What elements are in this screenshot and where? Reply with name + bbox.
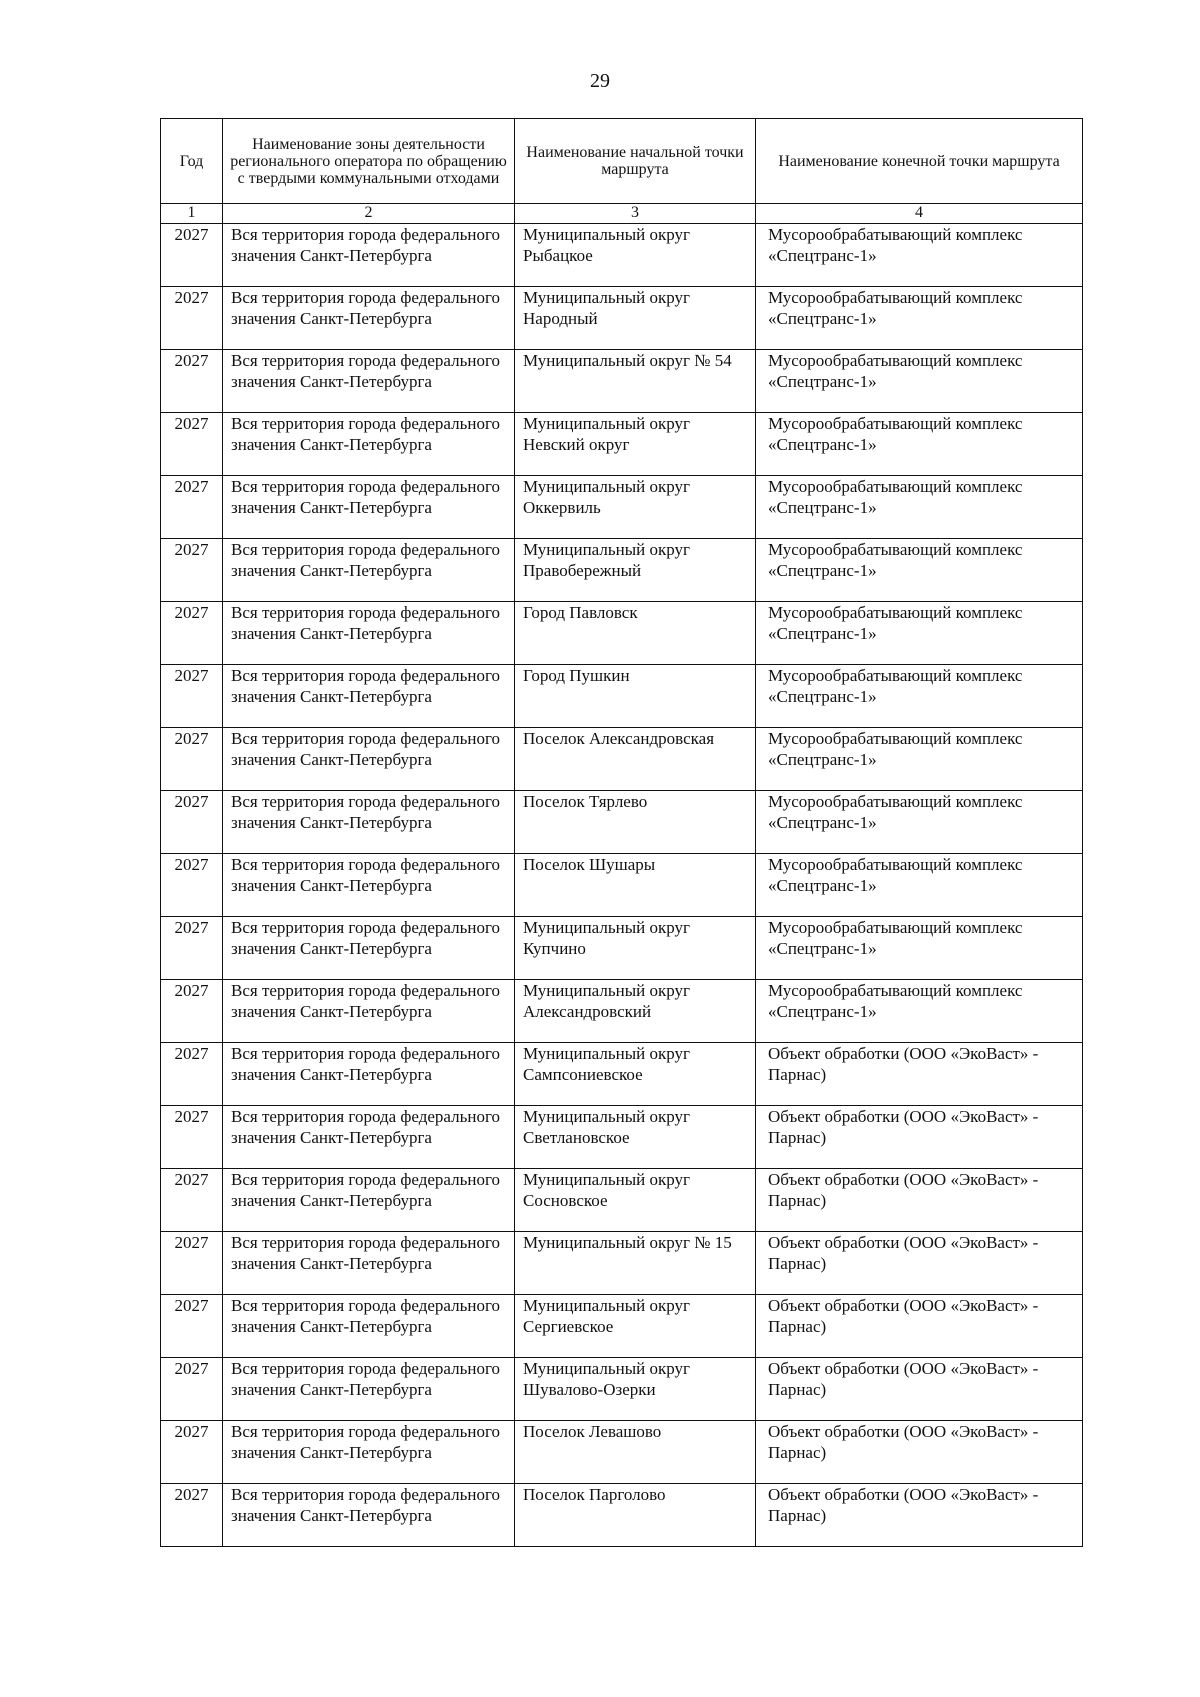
cell-zone: Вся территория города федерального значения Санкт-Петербурга xyxy=(223,287,515,350)
table-row xyxy=(161,1484,1083,1547)
table-row xyxy=(161,854,1083,917)
cell-year: 2027 xyxy=(161,791,223,854)
cell-year: 2027 xyxy=(161,1421,223,1484)
table-row xyxy=(161,287,1083,350)
table-row xyxy=(161,1106,1083,1169)
routes-table xyxy=(160,118,1083,1547)
cell-end-point: Мусорообрабатывающий комплекс «Спецтранс-1» xyxy=(756,665,1083,728)
cell-start-point: Поселок Шушары xyxy=(515,854,756,917)
cell-zone: Вся территория города федерального значения Санкт-Петербурга xyxy=(223,1295,515,1358)
column-number: 2 xyxy=(223,204,515,224)
table-body xyxy=(161,224,1083,1547)
cell-year: 2027 xyxy=(161,287,223,350)
cell-end-point: Мусорообрабатывающий комплекс «Спецтранс-1» xyxy=(756,539,1083,602)
table-row xyxy=(161,476,1083,539)
cell-end-point: Мусорообрабатывающий комплекс «Спецтранс-1» xyxy=(756,917,1083,980)
table-row xyxy=(161,728,1083,791)
cell-start-point: Город Пушкин xyxy=(515,665,756,728)
cell-end-point: Объект обработки (ООО «ЭкоВаст» - Парнас) xyxy=(756,1484,1083,1547)
cell-year: 2027 xyxy=(161,1358,223,1421)
cell-start-point: Муниципальный округ Сосновское xyxy=(515,1169,756,1232)
cell-zone: Вся территория города федерального значения Санкт-Петербурга xyxy=(223,791,515,854)
cell-year: 2027 xyxy=(161,602,223,665)
cell-zone: Вся территория города федерального значения Санкт-Петербурга xyxy=(223,602,515,665)
cell-start-point: Муниципальный округ Рыбацкое xyxy=(515,224,756,287)
cell-end-point: Объект обработки (ООО «ЭкоВаст» - Парнас) xyxy=(756,1232,1083,1295)
cell-end-point: Мусорообрабатывающий комплекс «Спецтранс-1» xyxy=(756,476,1083,539)
cell-year: 2027 xyxy=(161,728,223,791)
cell-year: 2027 xyxy=(161,1484,223,1547)
cell-zone: Вся территория города федерального значения Санкт-Петербурга xyxy=(223,980,515,1043)
cell-zone: Вся территория города федерального значения Санкт-Петербурга xyxy=(223,413,515,476)
cell-start-point: Поселок Парголово xyxy=(515,1484,756,1547)
cell-end-point: Мусорообрабатывающий комплекс «Спецтранс-1» xyxy=(756,224,1083,287)
cell-year: 2027 xyxy=(161,917,223,980)
cell-year: 2027 xyxy=(161,854,223,917)
cell-year: 2027 xyxy=(161,1106,223,1169)
cell-zone: Вся территория города федерального значения Санкт-Петербурга xyxy=(223,1169,515,1232)
cell-end-point: Мусорообрабатывающий комплекс «Спецтранс-1» xyxy=(756,791,1083,854)
column-number: 3 xyxy=(515,204,756,224)
cell-zone: Вся территория города федерального значения Санкт-Петербурга xyxy=(223,1358,515,1421)
table-row xyxy=(161,1169,1083,1232)
table-row xyxy=(161,350,1083,413)
header-row xyxy=(161,119,1083,204)
cell-start-point: Муниципальный округ Купчино xyxy=(515,917,756,980)
cell-year: 2027 xyxy=(161,539,223,602)
cell-start-point: Поселок Левашово xyxy=(515,1421,756,1484)
table-row xyxy=(161,980,1083,1043)
cell-start-point: Муниципальный округ № 54 xyxy=(515,350,756,413)
cell-start-point: Муниципальный округ № 15 xyxy=(515,1232,756,1295)
cell-zone: Вся территория города федерального значения Санкт-Петербурга xyxy=(223,917,515,980)
table-row xyxy=(161,224,1083,287)
cell-start-point: Муниципальный округ Оккервиль xyxy=(515,476,756,539)
cell-end-point: Мусорообрабатывающий комплекс «Спецтранс-1» xyxy=(756,350,1083,413)
cell-zone: Вся территория города федерального значения Санкт-Петербурга xyxy=(223,1232,515,1295)
cell-start-point: Муниципальный округ Правобережный xyxy=(515,539,756,602)
cell-end-point: Мусорообрабатывающий комплекс «Спецтранс-1» xyxy=(756,854,1083,917)
cell-year: 2027 xyxy=(161,1043,223,1106)
cell-start-point: Муниципальный округ Светлановское xyxy=(515,1106,756,1169)
cell-zone: Вся территория города федерального значения Санкт-Петербурга xyxy=(223,1484,515,1547)
header-start-point: Наименование начальной точки маршрута xyxy=(515,119,756,204)
table-row xyxy=(161,1358,1083,1421)
cell-zone: Вся территория города федерального значения Санкт-Петербурга xyxy=(223,476,515,539)
cell-end-point: Мусорообрабатывающий комплекс «Спецтранс-1» xyxy=(756,287,1083,350)
cell-year: 2027 xyxy=(161,1295,223,1358)
table-row xyxy=(161,1421,1083,1484)
cell-end-point: Мусорообрабатывающий комплекс «Спецтранс-1» xyxy=(756,602,1083,665)
cell-start-point: Муниципальный округ Шувалово-Озерки xyxy=(515,1358,756,1421)
cell-zone: Вся территория города федерального значения Санкт-Петербурга xyxy=(223,728,515,791)
column-number: 4 xyxy=(756,204,1083,224)
cell-end-point: Объект обработки (ООО «ЭкоВаст» - Парнас) xyxy=(756,1295,1083,1358)
cell-end-point: Объект обработки (ООО «ЭкоВаст» - Парнас) xyxy=(756,1106,1083,1169)
cell-zone: Вся территория города федерального значения Санкт-Петербурга xyxy=(223,665,515,728)
table-row xyxy=(161,1232,1083,1295)
cell-year: 2027 xyxy=(161,476,223,539)
cell-start-point: Муниципальный округ Александровский xyxy=(515,980,756,1043)
cell-end-point: Объект обработки (ООО «ЭкоВаст» - Парнас) xyxy=(756,1169,1083,1232)
table-row xyxy=(161,413,1083,476)
cell-end-point: Объект обработки (ООО «ЭкоВаст» - Парнас) xyxy=(756,1421,1083,1484)
cell-start-point: Муниципальный округ Сергиевское xyxy=(515,1295,756,1358)
cell-year: 2027 xyxy=(161,665,223,728)
cell-end-point: Мусорообрабатывающий комплекс «Спецтранс-1» xyxy=(756,980,1083,1043)
cell-year: 2027 xyxy=(161,413,223,476)
header-year: Год xyxy=(161,119,223,204)
cell-start-point: Город Павловск xyxy=(515,602,756,665)
cell-end-point: Мусорообрабатывающий комплекс «Спецтранс-1» xyxy=(756,728,1083,791)
header-zone: Наименование зоны деятельности регионального оператора по обращению с твердыми коммунальными отходами xyxy=(223,119,515,204)
table-row xyxy=(161,791,1083,854)
cell-start-point: Поселок Александровская xyxy=(515,728,756,791)
table-row xyxy=(161,539,1083,602)
cell-zone: Вся территория города федерального значения Санкт-Петербурга xyxy=(223,854,515,917)
cell-year: 2027 xyxy=(161,1169,223,1232)
cell-start-point: Муниципальный округ Сампсониевское xyxy=(515,1043,756,1106)
cell-zone: Вся территория города федерального значения Санкт-Петербурга xyxy=(223,350,515,413)
table-row xyxy=(161,665,1083,728)
cell-zone: Вся территория города федерального значения Санкт-Петербурга xyxy=(223,1106,515,1169)
cell-zone: Вся территория города федерального значения Санкт-Петербурга xyxy=(223,539,515,602)
cell-year: 2027 xyxy=(161,350,223,413)
column-number-row xyxy=(161,204,1083,224)
cell-year: 2027 xyxy=(161,1232,223,1295)
page-number: 29 xyxy=(590,70,610,92)
cell-zone: Вся территория города федерального значения Санкт-Петербурга xyxy=(223,1421,515,1484)
table-row xyxy=(161,917,1083,980)
cell-start-point: Муниципальный округ Невский округ xyxy=(515,413,756,476)
cell-zone: Вся территория города федерального значения Санкт-Петербурга xyxy=(223,1043,515,1106)
table-row xyxy=(161,602,1083,665)
column-number: 1 xyxy=(161,204,223,224)
table-header xyxy=(161,119,1083,224)
table-row xyxy=(161,1043,1083,1106)
cell-end-point: Объект обработки (ООО «ЭкоВаст» - Парнас) xyxy=(756,1043,1083,1106)
cell-end-point: Мусорообрабатывающий комплекс «Спецтранс-1» xyxy=(756,413,1083,476)
cell-end-point: Объект обработки (ООО «ЭкоВаст» - Парнас) xyxy=(756,1358,1083,1421)
table-row xyxy=(161,1295,1083,1358)
cell-start-point: Поселок Тярлево xyxy=(515,791,756,854)
header-end-point: Наименование конечной точки маршрута xyxy=(756,119,1083,204)
cell-year: 2027 xyxy=(161,980,223,1043)
cell-zone: Вся территория города федерального значения Санкт-Петербурга xyxy=(223,224,515,287)
cell-year: 2027 xyxy=(161,224,223,287)
cell-start-point: Муниципальный округ Народный xyxy=(515,287,756,350)
